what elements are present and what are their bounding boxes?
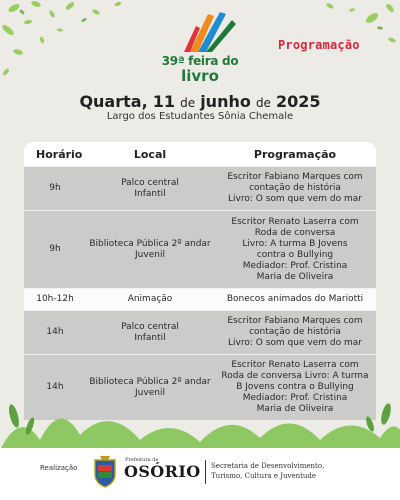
program-line: contação de história [249,183,341,193]
cell-program [214,211,376,288]
place-line: Palco central [121,177,179,188]
program-line: Maria de Oliveira [256,404,334,414]
table-row [24,210,376,288]
table-header [24,142,376,166]
program-line: Roda de conversa [254,227,336,238]
program-line: Escritor Renato Laserra com [231,360,359,370]
program-line: Bonecos animados do Mariotti [226,294,364,304]
cell-place [86,211,214,288]
place-line: Biblioteca Pública 2º andar [89,376,211,387]
place-line: Infantil [134,188,166,199]
book-icon [150,8,250,56]
secretaria-line-2: Turismo, Cultura e Juventude [211,472,317,480]
footer-divider [205,460,206,484]
city-name: OSÓRIO [124,462,201,481]
place-line: Juvenil [135,249,165,260]
cell-time: 9h [49,244,61,254]
program-line: Mediador: Prof. Cristina [242,393,348,403]
header-place: Local [133,147,167,161]
date-de-1: de [180,96,196,110]
logo-line-1: 39ª feira do [161,54,239,68]
logo-line-2: livro [181,67,219,85]
place-line: Infantil [134,332,166,343]
table-row-highlighted [24,288,376,310]
programacao-tag: Programação [278,38,360,52]
program-line: Livro: A turma B Jovens [242,238,348,249]
prefeitura-label: Prefeitura de [125,457,159,463]
realizacao-label: Realização [40,464,78,472]
event-location: Largo dos Estudantes Sônia Chemale [106,111,294,122]
place-line: Palco central [121,321,179,332]
program-line: contra o Bullying [256,249,334,260]
cell-place [86,167,214,210]
date-month: junho [200,92,251,111]
leaves-decoration-bottom [0,380,400,450]
cell-place [86,289,214,310]
date-day: 11 [152,92,175,111]
table-row [24,166,376,210]
feira-do-livro-logo [150,8,250,86]
place-line: Animação [127,294,173,304]
program-line: Livro: O som que vem do mar [228,338,362,348]
cell-program [214,311,376,354]
event-date-title [0,92,400,111]
cell-time: 9h [49,183,61,193]
program-line: Livro: O som que vem do mar [228,194,362,204]
secretaria-line-1: Secretaria de Desenvolvimento, [211,462,325,470]
footer [0,448,400,500]
program-line: Escritor Fabiano Marques com [227,316,363,326]
table-row [24,310,376,354]
cell-time: 10h-12h [36,294,74,304]
program-line: Escritor Renato Laserra com [231,216,359,227]
date-weekday: Quarta, [79,92,148,111]
program-line: contação de história [249,327,341,337]
header-program: Programação [253,147,337,161]
date-de-2: de [255,96,271,110]
place-line: Juvenil [135,387,165,398]
cell-time: 14h [46,382,64,392]
cell-program [214,289,376,310]
program-line: Mediador: Prof. Cristina [242,260,348,271]
city-crest-icon [92,456,118,488]
cell-place [86,311,214,354]
program-line: B Jovens contra o Bullying [236,382,354,392]
cell-program [214,167,376,210]
cell-time: 14h [46,327,64,337]
program-line: Roda de conversa Livro: A turma [221,371,369,381]
date-year: 2025 [276,92,321,111]
header-time: Horário [36,147,83,161]
program-line: Escritor Fabiano Marques com [227,172,363,182]
place-line: Biblioteca Pública 2º andar [89,238,211,249]
schedule-table [24,142,376,420]
program-line: Maria de Oliveira [256,271,334,282]
